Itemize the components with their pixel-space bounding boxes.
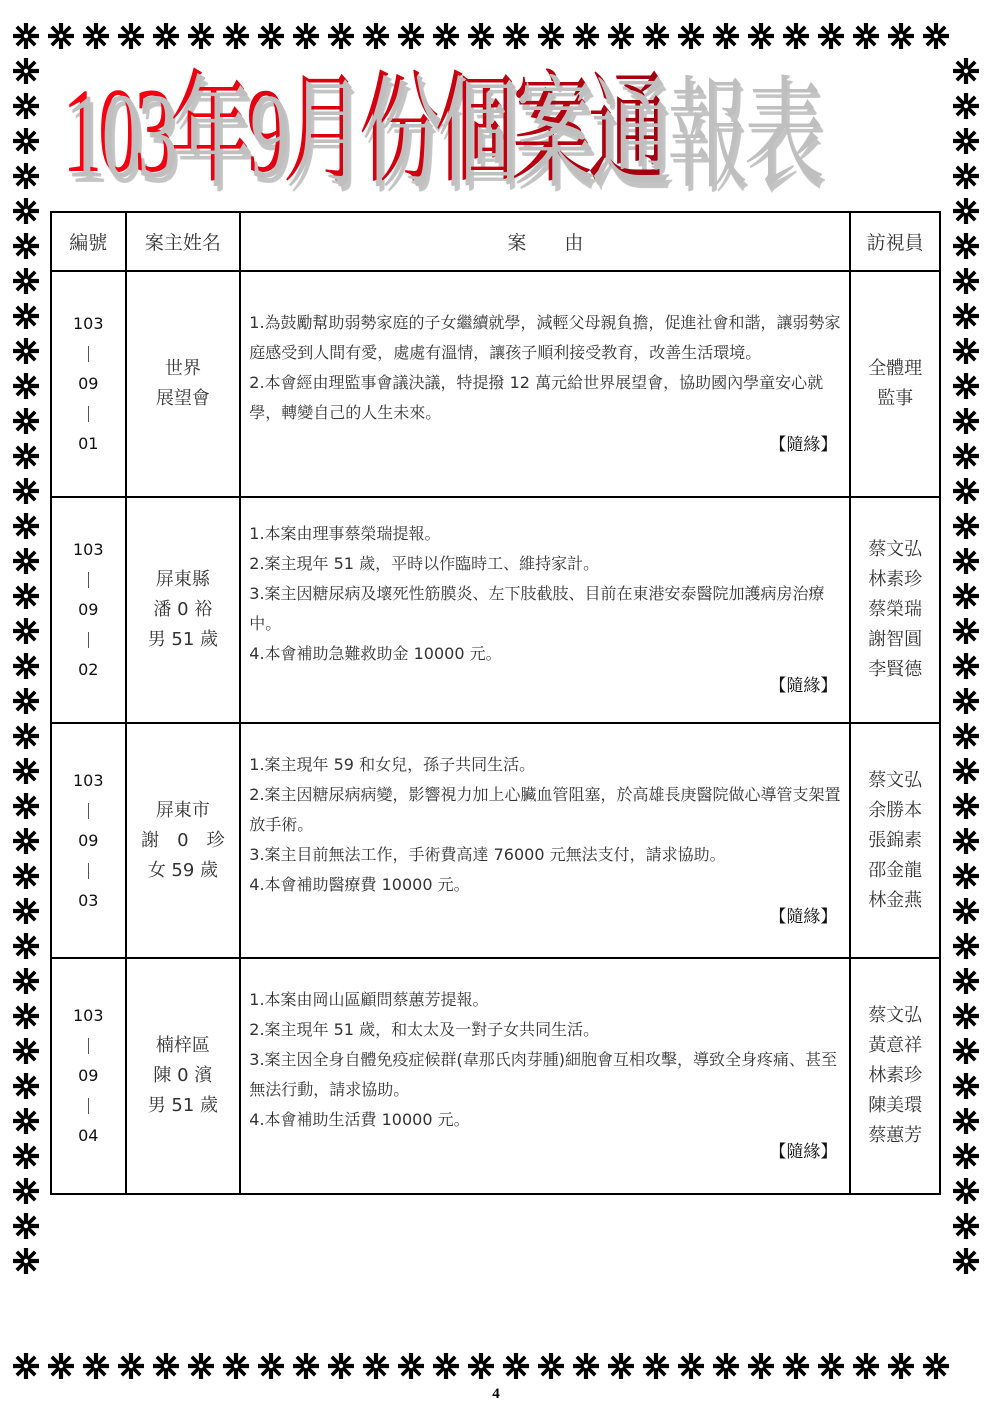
asterisk-star-icon bbox=[848, 1348, 883, 1383]
reason-item: 1.本案由理事蔡榮瑞提報。 bbox=[249, 524, 441, 543]
asterisk-star-icon bbox=[948, 753, 983, 788]
asterisk-star-icon bbox=[8, 578, 43, 613]
asterisk-star-icon bbox=[813, 1348, 848, 1383]
asterisk-star-icon bbox=[883, 1348, 918, 1383]
case-name-line: 男 51 歲 bbox=[147, 1095, 219, 1116]
separator-bar bbox=[88, 803, 89, 819]
asterisk-star-icon bbox=[948, 193, 983, 228]
asterisk-star-icon bbox=[8, 1243, 43, 1278]
asterisk-star-icon bbox=[778, 1348, 813, 1383]
asterisk-star-icon bbox=[218, 18, 253, 53]
asterisk-star-icon bbox=[393, 18, 428, 53]
case-name-line: 世界 bbox=[164, 358, 201, 379]
case-reason-cell bbox=[240, 958, 850, 1194]
asterisk-star-icon bbox=[8, 1103, 43, 1138]
reason-item: 2.案主現年 51 歲，和太太及一對子女共同生活。 bbox=[249, 1020, 600, 1039]
asterisk-star-icon bbox=[778, 18, 813, 53]
asterisk-star-icon bbox=[8, 683, 43, 718]
asterisk-star-icon bbox=[358, 1348, 393, 1383]
asterisk-star-icon bbox=[8, 473, 43, 508]
case-name-cell bbox=[126, 271, 241, 497]
case-name-line: 屏東縣 bbox=[155, 569, 210, 590]
asterisk-star-icon bbox=[673, 18, 708, 53]
case-id-seq: 03 bbox=[78, 890, 99, 910]
asterisk-star-icon bbox=[948, 298, 983, 333]
asterisk-star-icon bbox=[428, 1348, 463, 1383]
visitors-cell bbox=[850, 723, 940, 958]
asterisk-star-icon bbox=[948, 963, 983, 998]
asterisk-star-icon bbox=[948, 438, 983, 473]
asterisk-star-icon bbox=[948, 228, 983, 263]
border-left bbox=[8, 53, 43, 1278]
asterisk-star-icon bbox=[948, 543, 983, 578]
visitor-name: 張錦素 bbox=[868, 829, 923, 851]
asterisk-star-icon bbox=[393, 1348, 428, 1383]
asterisk-star-icon bbox=[43, 18, 78, 53]
asterisk-star-icon bbox=[948, 473, 983, 508]
visitor-name: 余勝本 bbox=[868, 799, 923, 821]
asterisk-star-icon bbox=[948, 788, 983, 823]
table-header-row bbox=[51, 212, 940, 271]
asterisk-star-icon bbox=[743, 1348, 778, 1383]
signature: 【隨緣】 bbox=[769, 676, 838, 696]
case-id-month: 09 bbox=[78, 600, 99, 619]
asterisk-star-icon bbox=[323, 18, 358, 53]
asterisk-star-icon bbox=[948, 1208, 983, 1243]
separator-bar bbox=[88, 406, 89, 422]
asterisk-star-icon bbox=[948, 613, 983, 648]
reason-item: 4.本會補助急難救助金 10000 元。 bbox=[249, 644, 502, 663]
asterisk-star-icon bbox=[8, 998, 43, 1033]
case-name-cell bbox=[126, 958, 241, 1194]
case-name-cell bbox=[126, 497, 241, 723]
border-top bbox=[8, 18, 953, 53]
border-bottom bbox=[8, 1348, 953, 1383]
asterisk-star-icon bbox=[8, 193, 43, 228]
asterisk-star-icon bbox=[603, 1348, 638, 1383]
separator-bar bbox=[88, 572, 89, 588]
asterisk-star-icon bbox=[948, 1138, 983, 1173]
visitor-name: 謝智圓 bbox=[868, 629, 923, 650]
asterisk-star-icon bbox=[948, 123, 983, 158]
asterisk-star-icon bbox=[498, 1348, 533, 1383]
asterisk-star-icon bbox=[8, 1208, 43, 1243]
table-row bbox=[51, 958, 940, 1194]
asterisk-star-icon bbox=[813, 18, 848, 53]
visitor-name: 林金燕 bbox=[868, 889, 923, 911]
asterisk-star-icon bbox=[498, 18, 533, 53]
case-name-line: 楠梓區 bbox=[155, 1035, 210, 1056]
asterisk-star-icon bbox=[948, 508, 983, 543]
asterisk-star-icon bbox=[183, 1348, 218, 1383]
asterisk-star-icon bbox=[8, 1138, 43, 1173]
asterisk-star-icon bbox=[8, 438, 43, 473]
case-name-cell bbox=[126, 723, 241, 958]
case-name-line: 潘 0 裕 bbox=[153, 599, 213, 620]
asterisk-star-icon bbox=[533, 1348, 568, 1383]
case-name-line: 陳 0 濱 bbox=[153, 1065, 213, 1086]
asterisk-star-icon bbox=[8, 718, 43, 753]
case-id-month: 09 bbox=[78, 830, 99, 850]
signature: 【隨緣】 bbox=[769, 435, 838, 455]
asterisk-star-icon bbox=[883, 18, 918, 53]
header-id: 編號 bbox=[51, 212, 126, 271]
visitor-name: 李賢德 bbox=[868, 659, 923, 680]
asterisk-star-icon bbox=[358, 18, 393, 53]
asterisk-star-icon bbox=[8, 963, 43, 998]
asterisk-star-icon bbox=[8, 403, 43, 438]
case-name-line: 男 51 歲 bbox=[147, 629, 219, 650]
asterisk-star-icon bbox=[948, 1243, 983, 1278]
asterisk-star-icon bbox=[568, 18, 603, 53]
visitor-name: 監事 bbox=[877, 388, 914, 409]
header-reason: 案 由 bbox=[240, 212, 850, 271]
asterisk-star-icon bbox=[8, 543, 43, 578]
asterisk-star-icon bbox=[218, 1348, 253, 1383]
asterisk-star-icon bbox=[463, 18, 498, 53]
asterisk-star-icon bbox=[848, 18, 883, 53]
case-id-cell bbox=[51, 271, 126, 497]
asterisk-star-icon bbox=[638, 1348, 673, 1383]
asterisk-star-icon bbox=[8, 753, 43, 788]
asterisk-star-icon bbox=[8, 858, 43, 893]
visitor-name: 陳美環 bbox=[868, 1095, 923, 1116]
asterisk-star-icon bbox=[8, 823, 43, 858]
case-id-year: 103 bbox=[72, 1006, 104, 1025]
asterisk-star-icon bbox=[948, 368, 983, 403]
reason-item: 4.本會補助生活費 10000 元。 bbox=[249, 1110, 470, 1129]
asterisk-star-icon bbox=[918, 18, 953, 53]
case-id-cell bbox=[51, 723, 126, 958]
case-id-seq: 01 bbox=[78, 434, 99, 453]
asterisk-star-icon bbox=[918, 1348, 953, 1383]
case-id-cell bbox=[51, 497, 126, 723]
asterisk-star-icon bbox=[8, 893, 43, 928]
asterisk-star-icon bbox=[948, 1033, 983, 1068]
header-visitors: 訪視員 bbox=[850, 212, 940, 271]
asterisk-star-icon bbox=[708, 18, 743, 53]
reason-item: 3.案主因糖尿病及壞死性筋膜炎、左下肢截肢、目前在東港安泰醫院加護病房治療中。 bbox=[249, 584, 825, 633]
asterisk-star-icon bbox=[113, 1348, 148, 1383]
asterisk-star-icon bbox=[8, 228, 43, 263]
asterisk-star-icon bbox=[948, 158, 983, 193]
asterisk-star-icon bbox=[288, 1348, 323, 1383]
border-right bbox=[948, 53, 983, 1278]
asterisk-star-icon bbox=[743, 18, 778, 53]
signature: 【隨緣】 bbox=[769, 1142, 838, 1162]
asterisk-star-icon bbox=[948, 578, 983, 613]
asterisk-star-icon bbox=[8, 1068, 43, 1103]
reason-item: 2.案主因糖尿病病變，影響視力加上心臟血管阻塞，於高雄長庚醫院做心導管支架置放手術。 bbox=[249, 784, 841, 834]
case-id-month: 09 bbox=[78, 374, 99, 393]
asterisk-star-icon bbox=[253, 1348, 288, 1383]
visitor-name: 邵金龍 bbox=[868, 859, 923, 881]
visitor-name: 蔡文弘 bbox=[868, 1005, 923, 1026]
asterisk-star-icon bbox=[183, 18, 218, 53]
asterisk-star-icon bbox=[8, 158, 43, 193]
asterisk-star-icon bbox=[8, 1033, 43, 1068]
asterisk-star-icon bbox=[948, 893, 983, 928]
separator-bar bbox=[88, 863, 89, 879]
asterisk-star-icon bbox=[463, 1348, 498, 1383]
signature: 【隨緣】 bbox=[769, 906, 838, 927]
asterisk-star-icon bbox=[8, 508, 43, 543]
asterisk-star-icon bbox=[8, 1348, 43, 1383]
case-id-year: 103 bbox=[72, 314, 104, 333]
asterisk-star-icon bbox=[948, 263, 983, 298]
asterisk-star-icon bbox=[603, 18, 638, 53]
case-id-cell bbox=[51, 958, 126, 1194]
asterisk-star-icon bbox=[948, 683, 983, 718]
asterisk-star-icon bbox=[8, 263, 43, 298]
reason-item: 3.案主因全身自體免疫症候群(韋那氏肉芽腫)細胞會互相攻擊，導致全身疼痛、甚至無法行動，請求協助。 bbox=[249, 1050, 838, 1099]
asterisk-star-icon bbox=[148, 18, 183, 53]
visitor-name: 全體理 bbox=[868, 358, 923, 379]
asterisk-star-icon bbox=[323, 1348, 358, 1383]
asterisk-star-icon bbox=[8, 613, 43, 648]
asterisk-star-icon bbox=[948, 858, 983, 893]
reason-item: 4.本會補助醫療費 10000 元。 bbox=[249, 874, 470, 894]
asterisk-star-icon bbox=[948, 333, 983, 368]
asterisk-star-icon bbox=[948, 648, 983, 683]
case-reason-cell bbox=[240, 497, 850, 723]
asterisk-star-icon bbox=[8, 648, 43, 683]
asterisk-star-icon bbox=[8, 928, 43, 963]
reason-item: 2.案主現年 51 歲，平時以作臨時工、維持家計。 bbox=[249, 554, 600, 573]
reason-item: 2.本會經由理監事會議決議，特提撥 12 萬元給世界展望會，協助國內學童安心就學，轉變自己的人生未來。 bbox=[249, 373, 824, 422]
asterisk-star-icon bbox=[113, 18, 148, 53]
asterisk-star-icon bbox=[8, 298, 43, 333]
asterisk-star-icon bbox=[8, 788, 43, 823]
asterisk-star-icon bbox=[78, 1348, 113, 1383]
asterisk-star-icon bbox=[8, 333, 43, 368]
asterisk-star-icon bbox=[8, 88, 43, 123]
asterisk-star-icon bbox=[8, 1173, 43, 1208]
asterisk-star-icon bbox=[533, 18, 568, 53]
separator-bar bbox=[88, 632, 89, 648]
reason-item: 1.為鼓勵幫助弱勢家庭的子女繼續就學，減輕父母親負擔，促進社會和諧，讓弱勢家庭感受到人間有愛，處處有溫情，讓孩子順利接受教育，改善生活環境。 bbox=[249, 313, 841, 362]
asterisk-star-icon bbox=[948, 718, 983, 753]
reason-item: 1.案主現年 59 和女兒，孫子共同生活。 bbox=[249, 754, 536, 774]
asterisk-star-icon bbox=[288, 18, 323, 53]
asterisk-star-icon bbox=[948, 1103, 983, 1138]
case-reason-cell bbox=[240, 723, 850, 958]
asterisk-star-icon bbox=[568, 1348, 603, 1383]
asterisk-star-icon bbox=[948, 88, 983, 123]
asterisk-star-icon bbox=[708, 1348, 743, 1383]
separator-bar bbox=[88, 1098, 89, 1114]
table-row bbox=[51, 271, 940, 497]
asterisk-star-icon bbox=[8, 18, 43, 53]
table-row bbox=[51, 723, 940, 958]
separator-bar bbox=[88, 1038, 89, 1054]
asterisk-star-icon bbox=[638, 18, 673, 53]
asterisk-star-icon bbox=[948, 403, 983, 438]
asterisk-star-icon bbox=[43, 1348, 78, 1383]
visitor-name: 蔡文弘 bbox=[868, 769, 923, 791]
visitors-cell bbox=[850, 958, 940, 1194]
page-number: 4 bbox=[492, 1386, 500, 1402]
visitor-name: 林素珍 bbox=[868, 1065, 923, 1086]
reason-item: 1.本案由岡山區顧問蔡蕙芳提報。 bbox=[249, 990, 489, 1009]
asterisk-star-icon bbox=[948, 928, 983, 963]
asterisk-star-icon bbox=[78, 18, 113, 53]
case-id-seq: 02 bbox=[78, 660, 99, 679]
asterisk-star-icon bbox=[948, 823, 983, 858]
visitors-cell bbox=[850, 497, 940, 723]
asterisk-star-icon bbox=[148, 1348, 183, 1383]
case-name-line: 謝 0 珍 bbox=[141, 829, 225, 851]
asterisk-star-icon bbox=[948, 1068, 983, 1103]
page-title: 103年9月份個案通報表 bbox=[62, 50, 660, 212]
asterisk-star-icon bbox=[948, 998, 983, 1033]
case-id-year: 103 bbox=[72, 770, 104, 790]
asterisk-star-icon bbox=[8, 368, 43, 403]
table-row bbox=[51, 497, 940, 723]
asterisk-star-icon bbox=[948, 1173, 983, 1208]
case-report-table bbox=[50, 211, 941, 1195]
asterisk-star-icon bbox=[673, 1348, 708, 1383]
case-name-line: 女 59 歲 bbox=[147, 859, 219, 881]
case-id-seq: 04 bbox=[78, 1126, 99, 1145]
visitors-cell bbox=[850, 271, 940, 497]
visitor-name: 蔡文弘 bbox=[868, 539, 923, 560]
visitor-name: 林素珍 bbox=[868, 569, 923, 590]
case-name-line: 屏東市 bbox=[155, 799, 210, 821]
visitor-name: 蔡蕙芳 bbox=[868, 1125, 923, 1146]
case-id-month: 09 bbox=[78, 1066, 99, 1085]
asterisk-star-icon bbox=[948, 53, 983, 88]
visitor-name: 蔡榮瑞 bbox=[868, 599, 923, 620]
case-reason-cell bbox=[240, 271, 850, 497]
asterisk-star-icon bbox=[253, 18, 288, 53]
case-id-year: 103 bbox=[72, 540, 104, 559]
header-name: 案主姓名 bbox=[126, 212, 241, 271]
reason-item: 3.案主目前無法工作，手術費高達 76000 元無法支付，請求協助。 bbox=[249, 844, 726, 864]
case-name-line: 展望會 bbox=[155, 388, 210, 409]
asterisk-star-icon bbox=[8, 53, 43, 88]
asterisk-star-icon bbox=[8, 123, 43, 158]
visitor-name: 黃意祥 bbox=[868, 1035, 923, 1056]
separator-bar bbox=[88, 346, 89, 362]
asterisk-star-icon bbox=[428, 18, 463, 53]
